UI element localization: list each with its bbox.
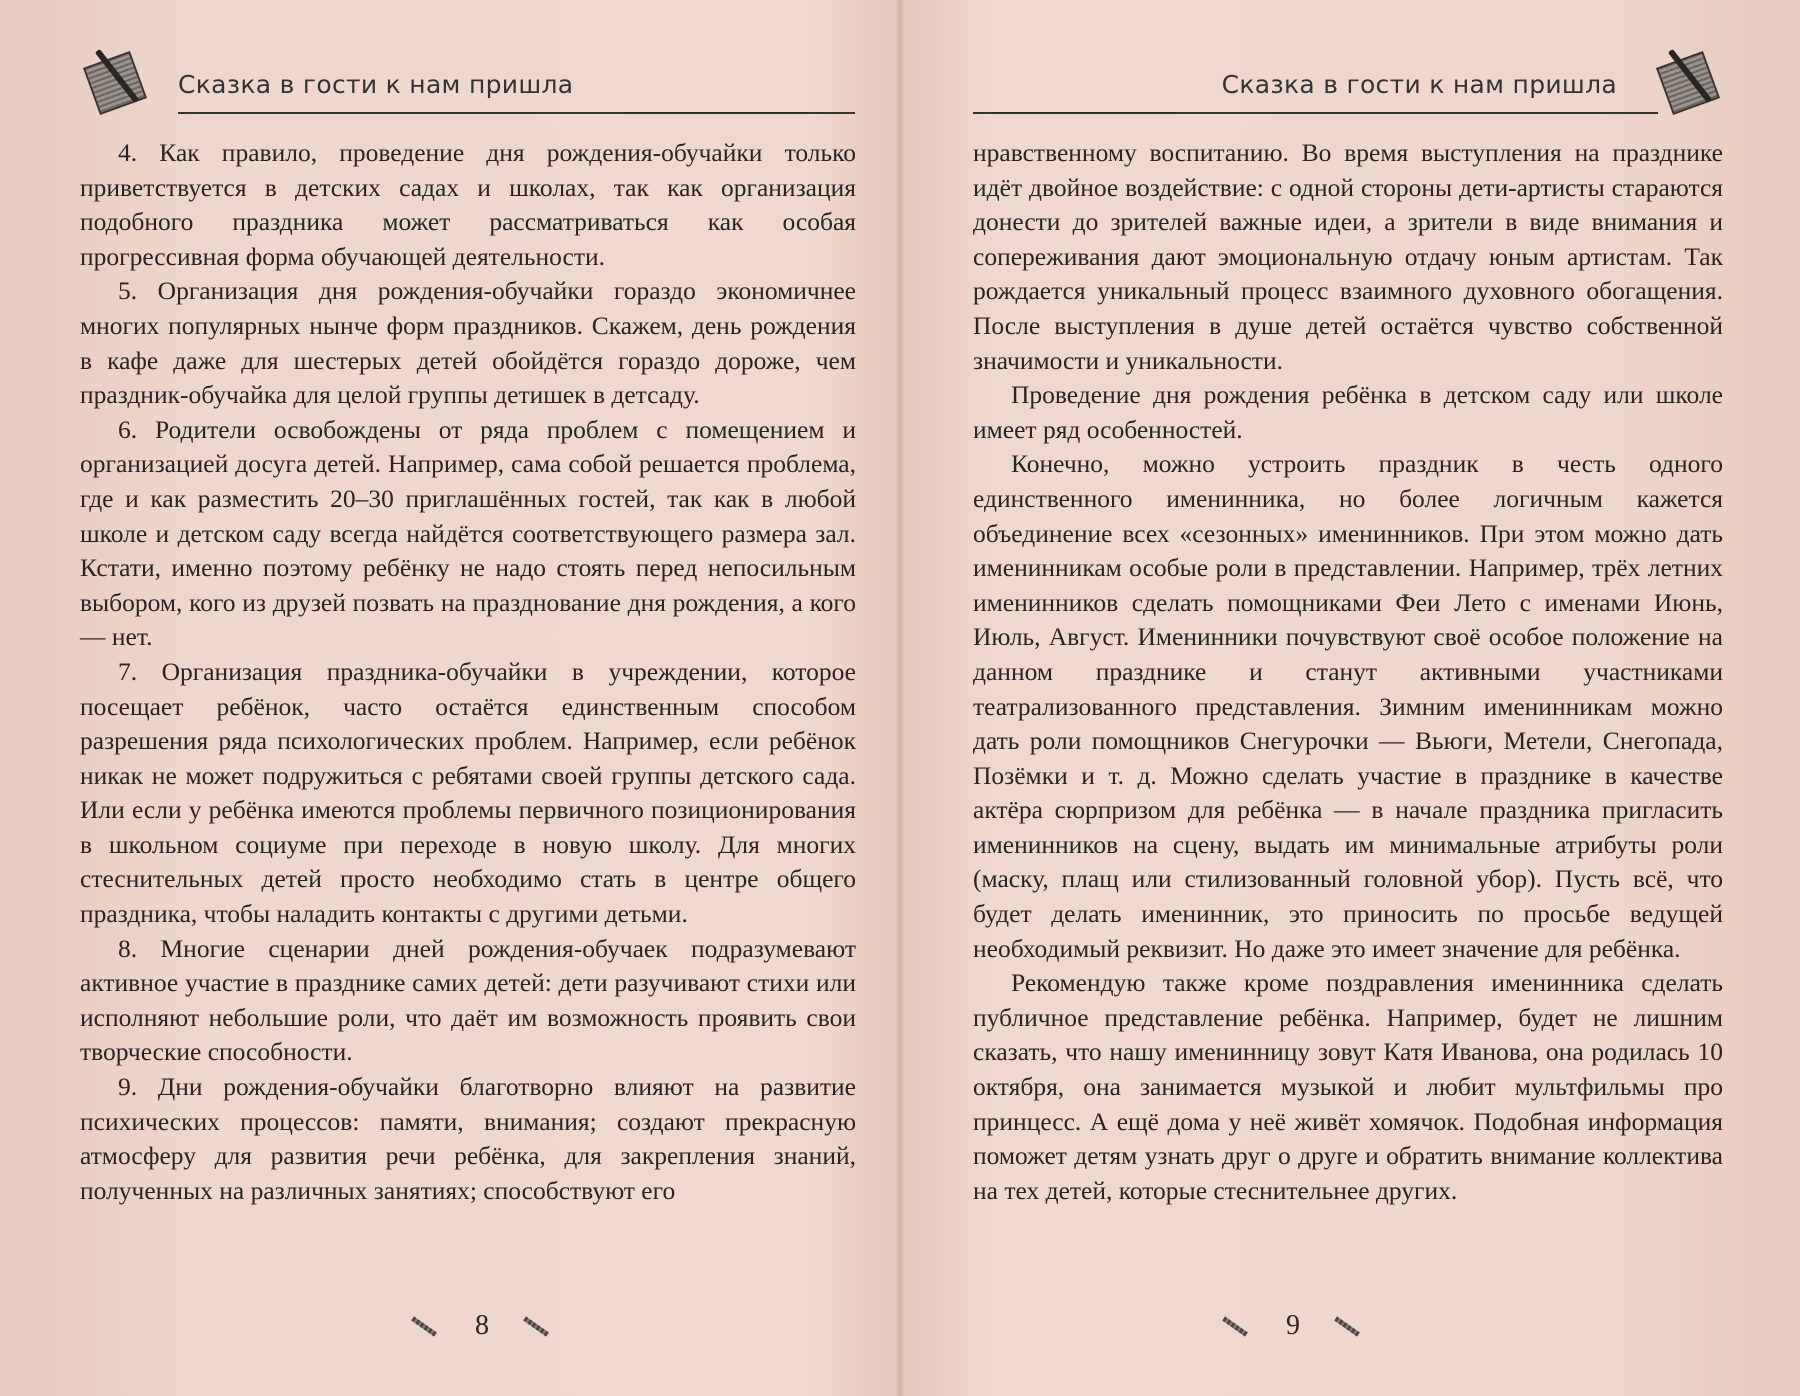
- header-rule: [973, 112, 1658, 114]
- paragraph: нравственному воспитанию. Во время выступления на празднике идёт двойное воздействие: с одной стороны дети-артисты стараются донести до зрителей важные идеи, а зрители в виде внимания и сопереживания дают эмоциональную отдачу юным артистам. Так рождается уникальный процесс взаимного духовного обогащения. После выступления в душе детей остаётся чувство собственной значимости и уникальности.: [973, 138, 1723, 375]
- page-header: [80, 60, 855, 116]
- page-number: 9: [1286, 1310, 1300, 1341]
- page-footer: [1193, 1310, 1393, 1350]
- paragraph: 9. Дни рождения-обучайки благотворно влияют на развитие психических процессов: памяти, внимания; создают прекрасную атмосферу для развития речи ребёнка, для закрепления знаний, полученных на различных занятиях; способствуют его: [80, 1072, 856, 1205]
- paragraph: 7. Организация праздника-обучайки в учреждении, которое посещает ребёнок, часто остаётся единственным способом разрешения ряда психологических проблем. Например, если ребёнок никак не может подружиться с ребятами своей группы детского сада. Или если у ребёнка имеются проблемы первичного позиционирования в школьном социуме при переходе в новую школу. Для многих стеснительных детей просто необходимо стать в центре общего праздника, чтобы наладить контакты с другими детьми.: [80, 656, 856, 929]
- notepad-pencil-icon: [1653, 40, 1725, 114]
- pencil-stroke-icon: [1217, 1316, 1249, 1336]
- running-title: Сказка в гости к нам пришла: [178, 70, 574, 99]
- paragraph: Проведение дня рождения ребёнка в детском саду или школе имеет ряд особенностей.: [973, 380, 1723, 444]
- body-text: [80, 136, 856, 1208]
- pencil-stroke-icon: [1329, 1316, 1361, 1336]
- header-rule: [178, 112, 855, 114]
- paragraph: 5. Организация дня рождения-обучайки гораздо экономичнее многих популярных нынче форм праздников. Скажем, день рождения в кафе даже для шестерых детей обойдётся гораздо дороже, чем праздник-обучайка для целой группы детишек в детсаду.: [80, 276, 856, 410]
- paragraph: Рекомендую также кроме поздравления именинника сделать публичное представление ребёнка. Например, будет не лишним сказать, что нашу именинницу зовут Катя Иванова, она родилась 10 октября, она занимается музыкой и любит мультфильмы про принцесс. А ещё дома у неё живёт хомячок. Подобная информация поможет детям узнать друг о друге и обратить внимание коллектива на тех детей, которые стеснительнее других.: [973, 968, 1723, 1205]
- body-text: [973, 136, 1723, 1208]
- page-number: 8: [475, 1310, 489, 1341]
- paragraph: 8. Многие сценарии дней рождения-обучаек подразумевают активное участие в празднике самих детей: дети разучивают стихи или исполняют небольшие роли, что даёт им возможность проявить свои творческие способности.: [80, 933, 856, 1067]
- running-title: Сказка в гости к нам пришла: [1221, 70, 1617, 99]
- page-header: [973, 60, 1725, 116]
- notepad-pencil-icon: [80, 40, 152, 114]
- paragraph: 6. Родители освобождены от ряда проблем с помещением и организацией досуга детей. Например, сама собой решается проблема, где и как разместить 20–30 приглашённых гостей, так как в любой школе и детском саду всегда найдётся соответствующего размера зал. Кстати, именно поэтому ребёнку не надо стоять перед непосильным выбором, кого из друзей позвать на празднование дня рождения, а кого — нет.: [80, 414, 856, 652]
- paragraph: 4. Как правило, проведение дня рождения-обучайки только приветствуется в детских садах и школах, так как организация подобного праздника может рассматриваться как особая прогрессивная форма обучающей деятельности.: [80, 138, 856, 271]
- pencil-stroke-icon: [518, 1316, 550, 1336]
- page-footer: [382, 1310, 582, 1350]
- paragraph: Конечно, можно устроить праздник в честь одного единственного именинника, но более логичным кажется объединение всех «сезонных» именинников. При этом можно дать именинникам особые роли в представлении. Например, трёх летних именинников сделать помощниками Феи Лето с именами Июнь, Июль, Август. Именинники почувствуют своё особое положение на данном празднике и станут активными участниками театрализованного представления. Зимним именинникам можно дать роли помощников Снегурочки — Вьюги, Метели, Снегопада, Позёмки и т. д. Можно сделать участие в празднике в качестве актёра сюрпризом для ребёнка — в начале праздника пригласить именинников на сцену, выдать им минимальные атрибуты роли (маску, плащ или стилизованный головной убор). Пусть всё, что будет делать именинник, это приносить по просьбе ведущей необходимый реквизит. Но даже это имеет значение для ребёнка.: [973, 449, 1723, 963]
- right-page: [900, 0, 1800, 1396]
- pencil-stroke-icon: [406, 1316, 438, 1336]
